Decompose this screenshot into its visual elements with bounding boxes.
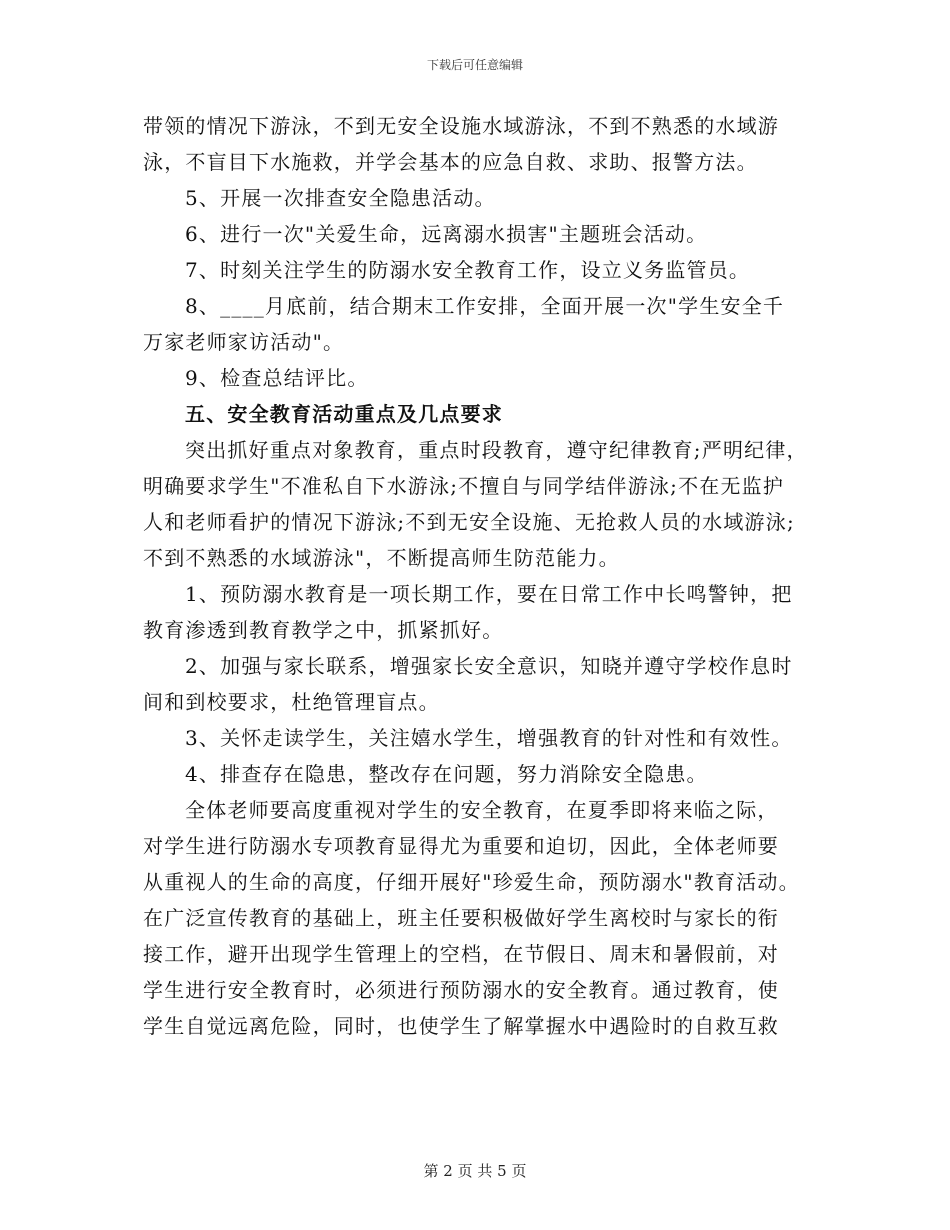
text-line: 8、____月底前，结合期末工作安排，全面开展一次"学生安全千	[185, 294, 785, 318]
text-line: 5、开展一次排查安全隐患活动。	[185, 186, 496, 210]
page-footer: 第 2 页 共 5 页	[423, 1162, 527, 1180]
text-line: 9、检查总结评比。	[185, 366, 369, 390]
text-line: 3、关怀走读学生，关注嬉水学生，增强教育的针对性和有效性。	[185, 726, 793, 750]
text-line: 从重视人的生命的高度，仔细开展好"珍爱生命，预防溺水"教育活动。	[143, 870, 800, 894]
text-line: 6、进行一次"关爱生命，远离溺水损害"主题班会活动。	[185, 222, 708, 246]
text-line: 对学生进行防溺水专项教育显得尤为重要和迫切，因此，全体老师要	[143, 834, 779, 858]
text-line: 7、时刻关注学生的防溺水安全教育工作，设立义务监管员。	[185, 258, 751, 282]
text-line: 全体老师要高度重视对学生的安全教育，在夏季即将来临之际，	[185, 798, 779, 822]
text-line: 带领的情况下游泳，不到无安全设施水域游泳，不到不熟悉的水域游	[143, 114, 779, 138]
document-body	[143, 108, 808, 1044]
text-line: 人和老师看护的情况下游泳;不到无安全设施、无抢救人员的水域游泳;	[143, 510, 795, 534]
text-line: 接工作，避开出现学生管理上的空档，在节假日、周末和暑假前，对	[143, 942, 779, 966]
text-line: 间和到校要求，杜绝管理盲点。	[143, 690, 440, 714]
text-line: 泳，不盲目下水施救，并学会基本的应急自救、求助、报警方法。	[143, 150, 758, 174]
text-line: 学生自觉远离危险，同时，也使学生了解掌握水中遇险时的自救互救	[143, 1014, 779, 1038]
text-line: 在广泛宣传教育的基础上，班主任要积极做好学生离校时与家长的衔	[143, 906, 779, 930]
text-line: 教育渗透到教育教学之中，抓紧抓好。	[143, 618, 504, 642]
text-line: 明确要求学生"不准私自下水游泳;不擅自与同学结伴游泳;不在无监护	[143, 474, 785, 498]
section-heading: 五、安全教育活动重点及几点要求	[185, 402, 503, 426]
text-line: 2、加强与家长联系，增强家长安全意识，知晓并遵守学校作息时	[185, 654, 793, 678]
text-line: 不到不熟悉的水域游泳"，不断提高师生防范能力。	[143, 546, 620, 570]
text-line: 突出抓好重点对象教育，重点时段教育，遵守纪律教育;严明纪律，	[185, 438, 808, 462]
page-header: 下载后可任意编辑	[426, 58, 523, 72]
text-line: 1、预防溺水教育是一项长期工作，要在日常工作中长鸣警钟，把	[185, 582, 793, 606]
text-line: 4、排查存在隐患，整改存在问题，努力消除安全隐患。	[185, 762, 708, 786]
text-line: 学生进行安全教育时，必须进行预防溺水的安全教育。通过教育，使	[143, 978, 779, 1002]
text-line: 万家老师家访活动"。	[143, 330, 345, 354]
